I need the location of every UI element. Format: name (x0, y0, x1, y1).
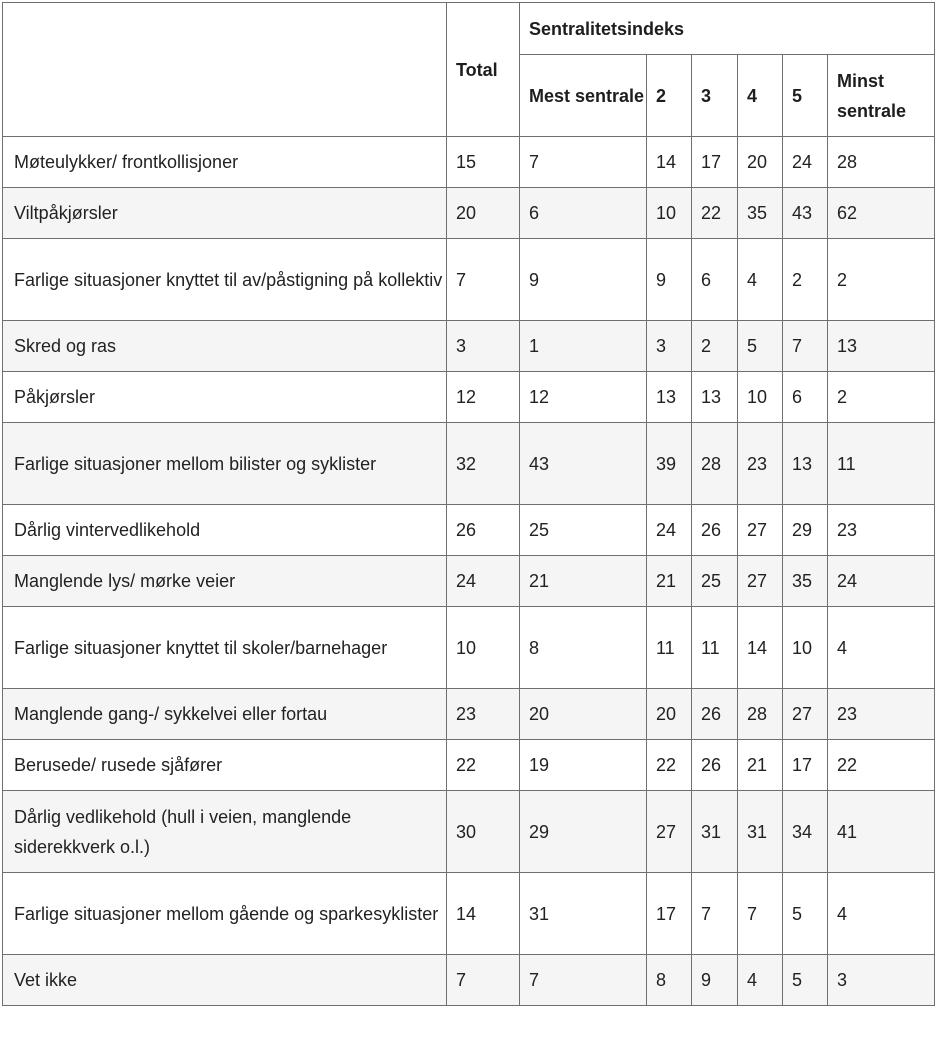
cell-level-2: 22 (647, 740, 692, 791)
cell-minst-sentrale: 23 (828, 689, 935, 740)
table-row (3, 873, 935, 955)
cell-total: 12 (447, 372, 520, 423)
cell-minst-sentrale: 4 (828, 607, 935, 689)
cell-total: 22 (447, 740, 520, 791)
cell-minst-sentrale: 13 (828, 321, 935, 372)
cell-level-2: 3 (647, 321, 692, 372)
row-category-label: Manglende gang-/ sykkelvei eller fortau (3, 689, 447, 740)
cell-level-4: 14 (738, 607, 783, 689)
cell-mest-sentrale: 1 (520, 321, 647, 372)
row-category-label: Farlige situasjoner knyttet til skoler/barnehager (3, 607, 447, 689)
cell-level-2: 8 (647, 955, 692, 1006)
cell-total: 24 (447, 556, 520, 607)
table-row (3, 137, 935, 188)
cell-total: 20 (447, 188, 520, 239)
table-row (3, 239, 935, 321)
cell-level-4: 4 (738, 955, 783, 1006)
cell-total: 32 (447, 423, 520, 505)
table-row (3, 188, 935, 239)
cell-level-4: 7 (738, 873, 783, 955)
row-category-label: Vet ikke (3, 955, 447, 1006)
cell-level-4: 27 (738, 505, 783, 556)
cell-total: 23 (447, 689, 520, 740)
table-row (3, 556, 935, 607)
cell-total: 3 (447, 321, 520, 372)
cell-level-5: 7 (783, 321, 828, 372)
cell-level-5: 24 (783, 137, 828, 188)
cell-level-5: 13 (783, 423, 828, 505)
header-mest-sentrale: Mest sentrale (520, 55, 647, 137)
cell-level-2: 17 (647, 873, 692, 955)
results-table (2, 2, 935, 1006)
cell-level-3: 9 (692, 955, 738, 1006)
cell-level-4: 31 (738, 791, 783, 873)
cell-mest-sentrale: 25 (520, 505, 647, 556)
cell-level-5: 35 (783, 556, 828, 607)
cell-minst-sentrale: 23 (828, 505, 935, 556)
cell-level-2: 24 (647, 505, 692, 556)
cell-total: 26 (447, 505, 520, 556)
cell-level-3: 26 (692, 689, 738, 740)
row-category-label: Farlige situasjoner knyttet til av/påstigning på kollektiv (3, 239, 447, 321)
header-level-4: 4 (738, 55, 783, 137)
cell-mest-sentrale: 20 (520, 689, 647, 740)
cell-level-4: 23 (738, 423, 783, 505)
cell-level-3: 26 (692, 505, 738, 556)
row-category-label: Viltpåkjørsler (3, 188, 447, 239)
cell-mest-sentrale: 7 (520, 137, 647, 188)
cell-minst-sentrale: 3 (828, 955, 935, 1006)
cell-level-4: 35 (738, 188, 783, 239)
cell-level-2: 27 (647, 791, 692, 873)
header-level-5: 5 (783, 55, 828, 137)
cell-level-5: 2 (783, 239, 828, 321)
cell-total: 7 (447, 239, 520, 321)
header-row-top (3, 3, 935, 55)
header-level-2: 2 (647, 55, 692, 137)
cell-mest-sentrale: 43 (520, 423, 647, 505)
cell-level-2: 21 (647, 556, 692, 607)
cell-mest-sentrale: 7 (520, 955, 647, 1006)
cell-minst-sentrale: 2 (828, 239, 935, 321)
cell-level-2: 14 (647, 137, 692, 188)
cell-total: 7 (447, 955, 520, 1006)
cell-level-2: 13 (647, 372, 692, 423)
row-category-label: Farlige situasjoner mellom bilister og syklister (3, 423, 447, 505)
header-sentralitetsindeks: Sentralitetsindeks (520, 3, 935, 55)
cell-level-4: 5 (738, 321, 783, 372)
header-level-3: 3 (692, 55, 738, 137)
row-category-label: Påkjørsler (3, 372, 447, 423)
cell-mest-sentrale: 6 (520, 188, 647, 239)
cell-minst-sentrale: 2 (828, 372, 935, 423)
cell-level-3: 7 (692, 873, 738, 955)
cell-mest-sentrale: 9 (520, 239, 647, 321)
cell-level-4: 28 (738, 689, 783, 740)
table-body (3, 137, 935, 1006)
cell-minst-sentrale: 28 (828, 137, 935, 188)
cell-level-5: 27 (783, 689, 828, 740)
row-category-label: Farlige situasjoner mellom gående og sparkesyklister (3, 873, 447, 955)
table-row (3, 505, 935, 556)
row-category-label: Manglende lys/ mørke veier (3, 556, 447, 607)
table-row (3, 321, 935, 372)
row-category-label: Møteulykker/ frontkollisjoner (3, 137, 447, 188)
cell-total: 30 (447, 791, 520, 873)
cell-level-5: 5 (783, 955, 828, 1006)
table-row (3, 791, 935, 873)
header-minst-sentrale: Minst sentrale (828, 55, 935, 137)
cell-level-4: 4 (738, 239, 783, 321)
cell-mest-sentrale: 31 (520, 873, 647, 955)
cell-level-5: 17 (783, 740, 828, 791)
results-table-container (2, 2, 935, 1006)
cell-level-5: 10 (783, 607, 828, 689)
cell-mest-sentrale: 29 (520, 791, 647, 873)
cell-minst-sentrale: 62 (828, 188, 935, 239)
cell-level-4: 27 (738, 556, 783, 607)
cell-level-2: 39 (647, 423, 692, 505)
cell-total: 14 (447, 873, 520, 955)
cell-mest-sentrale: 21 (520, 556, 647, 607)
cell-level-5: 34 (783, 791, 828, 873)
cell-level-3: 6 (692, 239, 738, 321)
header-total: Total (447, 3, 520, 137)
row-category-label: Dårlig vintervedlikehold (3, 505, 447, 556)
cell-minst-sentrale: 24 (828, 556, 935, 607)
cell-level-3: 22 (692, 188, 738, 239)
cell-level-3: 11 (692, 607, 738, 689)
cell-mest-sentrale: 19 (520, 740, 647, 791)
header-category-empty (3, 3, 447, 137)
cell-level-3: 17 (692, 137, 738, 188)
cell-minst-sentrale: 11 (828, 423, 935, 505)
cell-mest-sentrale: 8 (520, 607, 647, 689)
table-row (3, 689, 935, 740)
table-row (3, 740, 935, 791)
row-category-label: Skred og ras (3, 321, 447, 372)
cell-level-5: 43 (783, 188, 828, 239)
table-row (3, 372, 935, 423)
table-row (3, 607, 935, 689)
cell-level-5: 6 (783, 372, 828, 423)
cell-total: 15 (447, 137, 520, 188)
cell-level-5: 5 (783, 873, 828, 955)
cell-level-4: 20 (738, 137, 783, 188)
cell-level-4: 21 (738, 740, 783, 791)
cell-level-2: 11 (647, 607, 692, 689)
cell-level-3: 26 (692, 740, 738, 791)
cell-level-4: 10 (738, 372, 783, 423)
cell-level-3: 13 (692, 372, 738, 423)
cell-level-2: 9 (647, 239, 692, 321)
row-category-label: Dårlig vedlikehold (hull i veien, manglende siderekkverk o.l.) (3, 791, 447, 873)
cell-level-3: 2 (692, 321, 738, 372)
table-row (3, 423, 935, 505)
cell-level-2: 20 (647, 689, 692, 740)
cell-level-3: 28 (692, 423, 738, 505)
cell-level-3: 31 (692, 791, 738, 873)
cell-minst-sentrale: 22 (828, 740, 935, 791)
cell-mest-sentrale: 12 (520, 372, 647, 423)
row-category-label: Berusede/ rusede sjåfører (3, 740, 447, 791)
cell-total: 10 (447, 607, 520, 689)
cell-level-3: 25 (692, 556, 738, 607)
cell-level-5: 29 (783, 505, 828, 556)
cell-minst-sentrale: 4 (828, 873, 935, 955)
cell-level-2: 10 (647, 188, 692, 239)
table-row (3, 955, 935, 1006)
cell-minst-sentrale: 41 (828, 791, 935, 873)
